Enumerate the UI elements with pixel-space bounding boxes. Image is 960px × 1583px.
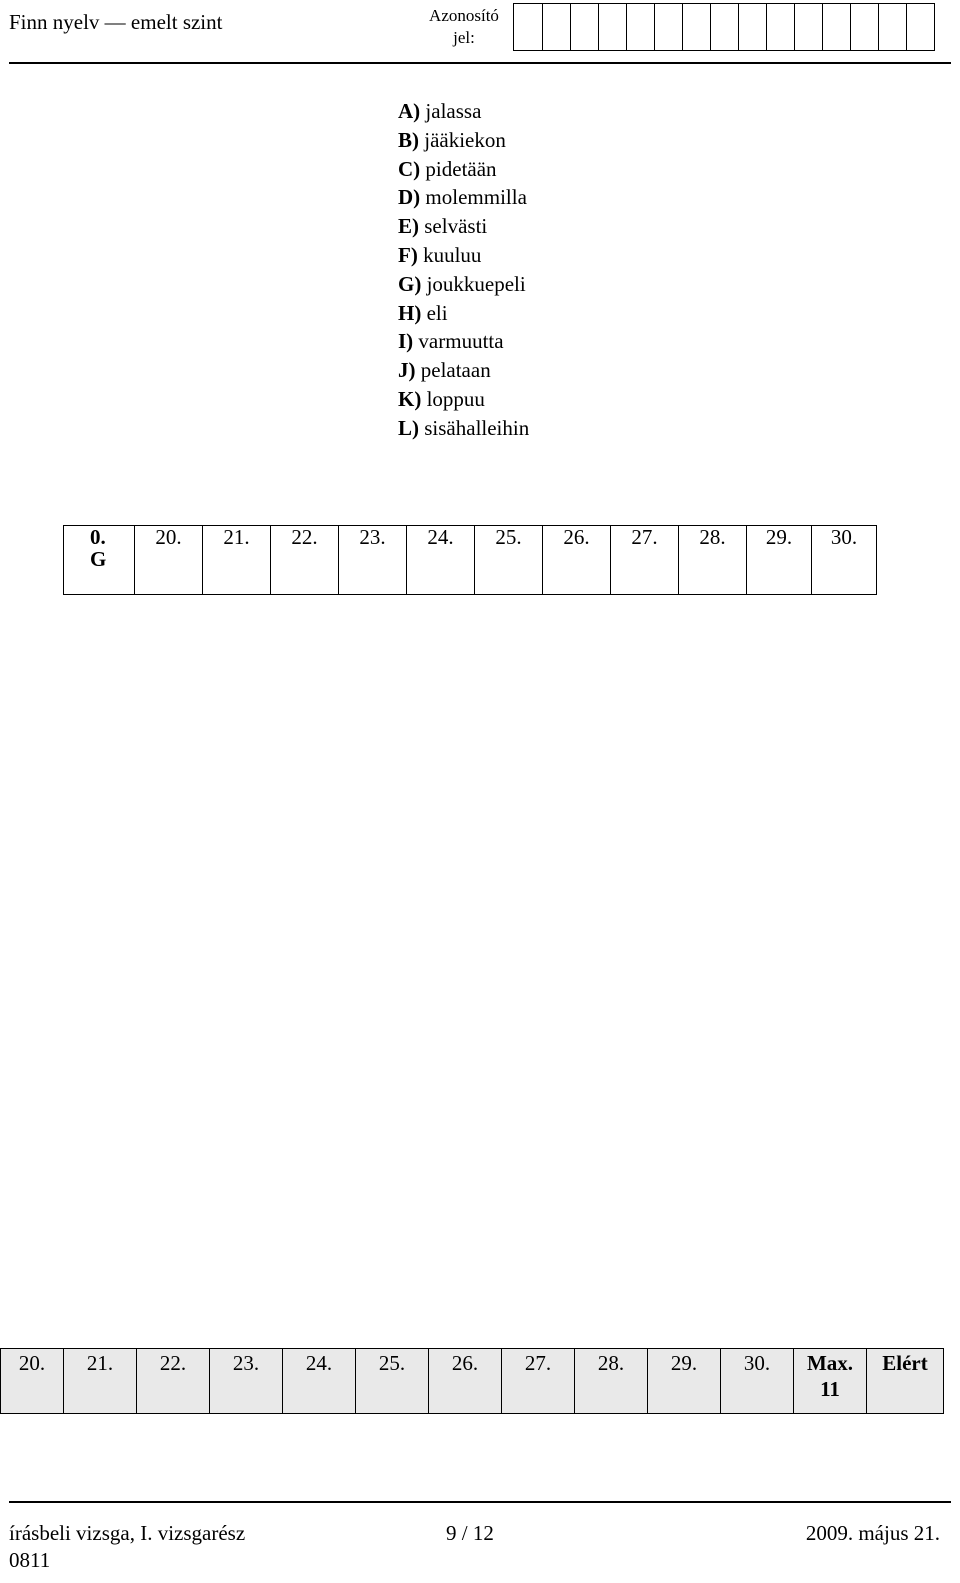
answer-header-0: 0. xyxy=(64,526,135,549)
score-table xyxy=(0,1348,944,1414)
answer-cell[interactable] xyxy=(339,548,407,595)
id-box[interactable] xyxy=(570,4,598,50)
score-cell[interactable] xyxy=(575,1377,648,1414)
score-cell[interactable] xyxy=(64,1377,137,1414)
id-box[interactable] xyxy=(710,4,738,50)
answer-cell[interactable] xyxy=(135,548,203,595)
answer-header-25: 25. xyxy=(475,526,543,549)
option-word: selvästi xyxy=(424,214,488,239)
score-header-achieved: Elért xyxy=(867,1349,944,1378)
answer-table xyxy=(63,525,877,595)
score-header-27: 27. xyxy=(502,1349,575,1378)
footer-date: 2009. május 21. xyxy=(805,1521,940,1545)
option-word: eli xyxy=(426,300,448,325)
option-item xyxy=(398,270,529,299)
option-letter: G) xyxy=(398,271,422,296)
answer-header-21: 21. xyxy=(203,526,271,549)
answer-header-30: 30. xyxy=(812,526,877,549)
id-box[interactable] xyxy=(682,4,710,50)
score-header-29: 29. xyxy=(648,1349,721,1378)
id-box[interactable] xyxy=(822,4,850,50)
option-item xyxy=(398,241,529,270)
option-letter: J) xyxy=(398,358,416,383)
answer-header-26: 26. xyxy=(543,526,611,549)
answer-cell[interactable] xyxy=(271,548,339,595)
option-word: loppuu xyxy=(426,386,485,411)
score-header-26: 26. xyxy=(429,1349,502,1378)
option-letter: C) xyxy=(398,156,421,181)
option-word: kuuluu xyxy=(423,242,482,267)
achieved-score-cell[interactable] xyxy=(867,1377,944,1414)
score-cell[interactable] xyxy=(429,1377,502,1414)
footer-rule xyxy=(9,1501,951,1503)
option-word: molemmilla xyxy=(425,185,527,210)
option-item xyxy=(398,126,529,155)
id-box[interactable] xyxy=(738,4,766,50)
id-box[interactable] xyxy=(598,4,626,50)
answer-header-24: 24. xyxy=(407,526,475,549)
id-label-line1: Azonosító xyxy=(429,6,499,25)
answer-cell[interactable] xyxy=(747,548,812,595)
exam-title: Finn nyelv — emelt szint xyxy=(9,10,223,34)
answer-cell[interactable] xyxy=(203,548,271,595)
option-word: sisähalleihin xyxy=(424,415,530,440)
score-header-max: Max. xyxy=(794,1349,867,1378)
answer-cell[interactable] xyxy=(812,548,877,595)
id-label xyxy=(418,5,510,49)
option-letter: L) xyxy=(398,415,419,440)
option-letter: K) xyxy=(398,386,422,411)
id-box[interactable] xyxy=(850,4,878,50)
score-header-25: 25. xyxy=(356,1349,429,1378)
max-score-value: 11 xyxy=(794,1377,867,1414)
score-header-21: 21. xyxy=(64,1349,137,1378)
answer-cell[interactable] xyxy=(407,548,475,595)
answer-header-27: 27. xyxy=(611,526,679,549)
answer-header-22: 22. xyxy=(271,526,339,549)
option-letter: I) xyxy=(398,329,414,354)
option-item xyxy=(398,414,529,443)
score-cell[interactable] xyxy=(356,1377,429,1414)
option-item xyxy=(398,327,529,356)
option-word: pelataan xyxy=(420,358,491,383)
header-rule xyxy=(9,62,951,64)
score-cell[interactable] xyxy=(502,1377,575,1414)
score-header-24: 24. xyxy=(283,1349,356,1378)
option-word: jääkiekon xyxy=(424,127,506,152)
id-label-line2: jel: xyxy=(453,28,475,47)
answer-header-20: 20. xyxy=(135,526,203,549)
example-answer-cell: G xyxy=(64,548,135,595)
id-box[interactable] xyxy=(794,4,822,50)
option-word: joukkuepeli xyxy=(426,271,526,296)
score-cell[interactable] xyxy=(721,1377,794,1414)
id-box[interactable] xyxy=(906,4,934,50)
score-cell[interactable] xyxy=(1,1377,64,1414)
id-box[interactable] xyxy=(766,4,794,50)
id-box[interactable] xyxy=(542,4,570,50)
score-cell[interactable] xyxy=(137,1377,210,1414)
answer-cell[interactable] xyxy=(611,548,679,595)
option-word: jalassa xyxy=(425,99,482,123)
option-word: pidetään xyxy=(425,156,497,181)
score-header-28: 28. xyxy=(575,1349,648,1378)
answer-header-29: 29. xyxy=(747,526,812,549)
option-item xyxy=(398,155,529,184)
answer-cell[interactable] xyxy=(475,548,543,595)
option-item xyxy=(398,299,529,328)
footer-exam-part: írásbeli vizsga, I. vizsgarész xyxy=(9,1521,246,1545)
score-cell[interactable] xyxy=(283,1377,356,1414)
id-box[interactable] xyxy=(654,4,682,50)
score-header-20: 20. xyxy=(1,1349,64,1378)
id-code-boxes xyxy=(513,3,935,51)
score-cell[interactable] xyxy=(648,1377,721,1414)
score-header-23: 23. xyxy=(210,1349,283,1378)
score-header-22: 22. xyxy=(137,1349,210,1378)
option-letter: F) xyxy=(398,242,418,267)
option-item xyxy=(398,356,529,385)
option-item xyxy=(398,212,529,241)
footer-code: 0811 xyxy=(9,1548,51,1572)
option-letter: H) xyxy=(398,300,422,325)
option-word: varmuutta xyxy=(418,329,504,354)
option-letter: D) xyxy=(398,185,421,210)
id-box[interactable] xyxy=(878,4,906,50)
answer-header-23: 23. xyxy=(339,526,407,549)
score-header-30: 30. xyxy=(721,1349,794,1378)
option-item xyxy=(398,385,529,414)
option-item xyxy=(398,183,529,212)
word-options-list xyxy=(398,97,529,443)
option-item xyxy=(398,97,529,126)
id-box[interactable] xyxy=(514,4,542,50)
footer-page-number: 9 / 12 xyxy=(446,1521,494,1545)
option-letter: A) xyxy=(398,99,421,123)
id-box[interactable] xyxy=(626,4,654,50)
answer-cell[interactable] xyxy=(679,548,747,595)
option-letter: E) xyxy=(398,214,419,239)
option-letter: B) xyxy=(398,127,419,152)
answer-header-28: 28. xyxy=(679,526,747,549)
score-cell[interactable] xyxy=(210,1377,283,1414)
answer-cell[interactable] xyxy=(543,548,611,595)
